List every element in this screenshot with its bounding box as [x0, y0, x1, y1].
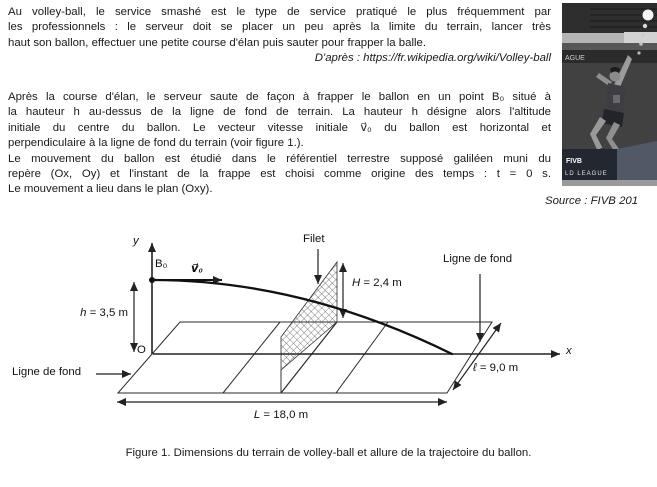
banner-text: AGUE	[565, 55, 585, 62]
court-length-label	[231, 409, 331, 421]
text-line: haut son ballon, effectuer une petite course d'élan puis sauter pour frapper la balle.	[8, 36, 426, 49]
figure-caption: Figure 1. Dimensions du terrain de volley-ball et allure de la trajectoire du ballon.	[125, 447, 532, 459]
text-line: Après la course d'élan, le serveur saute de façon à frapper le ballon en un point B₀ situé à	[8, 91, 551, 103]
h-label	[28, 307, 128, 319]
y-axis-label: y	[133, 235, 139, 247]
h-value: = 3,5 m	[86, 307, 128, 319]
text-line: les professionnels : le serveur doit se placer un peu après la limite du terrain, lancer très	[8, 21, 551, 34]
text-line: repère (Ox, Oy) et l'instant de la frappe est choisi comme origine des temps : t = 0 s.	[8, 168, 551, 181]
origin-label: O	[137, 344, 146, 356]
attack-line-left	[223, 322, 280, 393]
h-variable: h	[80, 307, 87, 319]
text-line: Au volley-ball, le service smashé est le type de service pratiqué le plus fréquemment par	[8, 6, 551, 18]
text-line: Le mouvement a lieu dans le plan (Oxy).	[8, 183, 213, 196]
court-width-label	[473, 362, 518, 374]
text-line: perpendiculaire à la ligne de fond du terrain (voir figure 1.).	[8, 137, 304, 150]
H-variable: H	[352, 277, 361, 289]
text-line: initiale du centre du ballon. Le vecteur vitesse initiale v⃗₀ du ballon est horizontal et	[8, 121, 551, 134]
court-width-arrow	[453, 323, 501, 390]
filet-label: Filet	[303, 233, 325, 245]
baseline-label-right: Ligne de fond	[443, 253, 513, 265]
baseline-label-left: Ligne de fond	[12, 366, 82, 378]
fivb-logo-text: FIVB	[566, 158, 582, 165]
attack-line-right	[336, 322, 388, 393]
b0-point	[149, 277, 155, 283]
l-value: = 9,0 m	[476, 362, 519, 374]
l-variable: ℓ	[473, 362, 477, 374]
L-value: = 18,0 m	[260, 409, 309, 421]
b0-label: B₀	[155, 258, 168, 270]
photo-source-caption: Source : FIVB 201	[545, 195, 639, 207]
text-line: Le mouvement du ballon est étudié dans le référentiel terrestre supposé galiléen muni du	[8, 152, 551, 165]
league-text: LD LEAGUE	[565, 171, 608, 177]
source-reference-line: D'après : https://fr.wikipedia.org/wiki/Volley-ball	[314, 52, 551, 65]
x-axis-label: x	[566, 345, 572, 357]
text-line: la hauteur h au-dessus de la ligne de fond de terrain. La hauteur h désigne alors l'altitude	[8, 106, 551, 119]
v0-label: v⃗₀	[191, 263, 203, 275]
H-value: = 2,4 m	[360, 277, 402, 289]
net-height-label	[352, 277, 402, 289]
L-variable: L	[253, 409, 261, 421]
